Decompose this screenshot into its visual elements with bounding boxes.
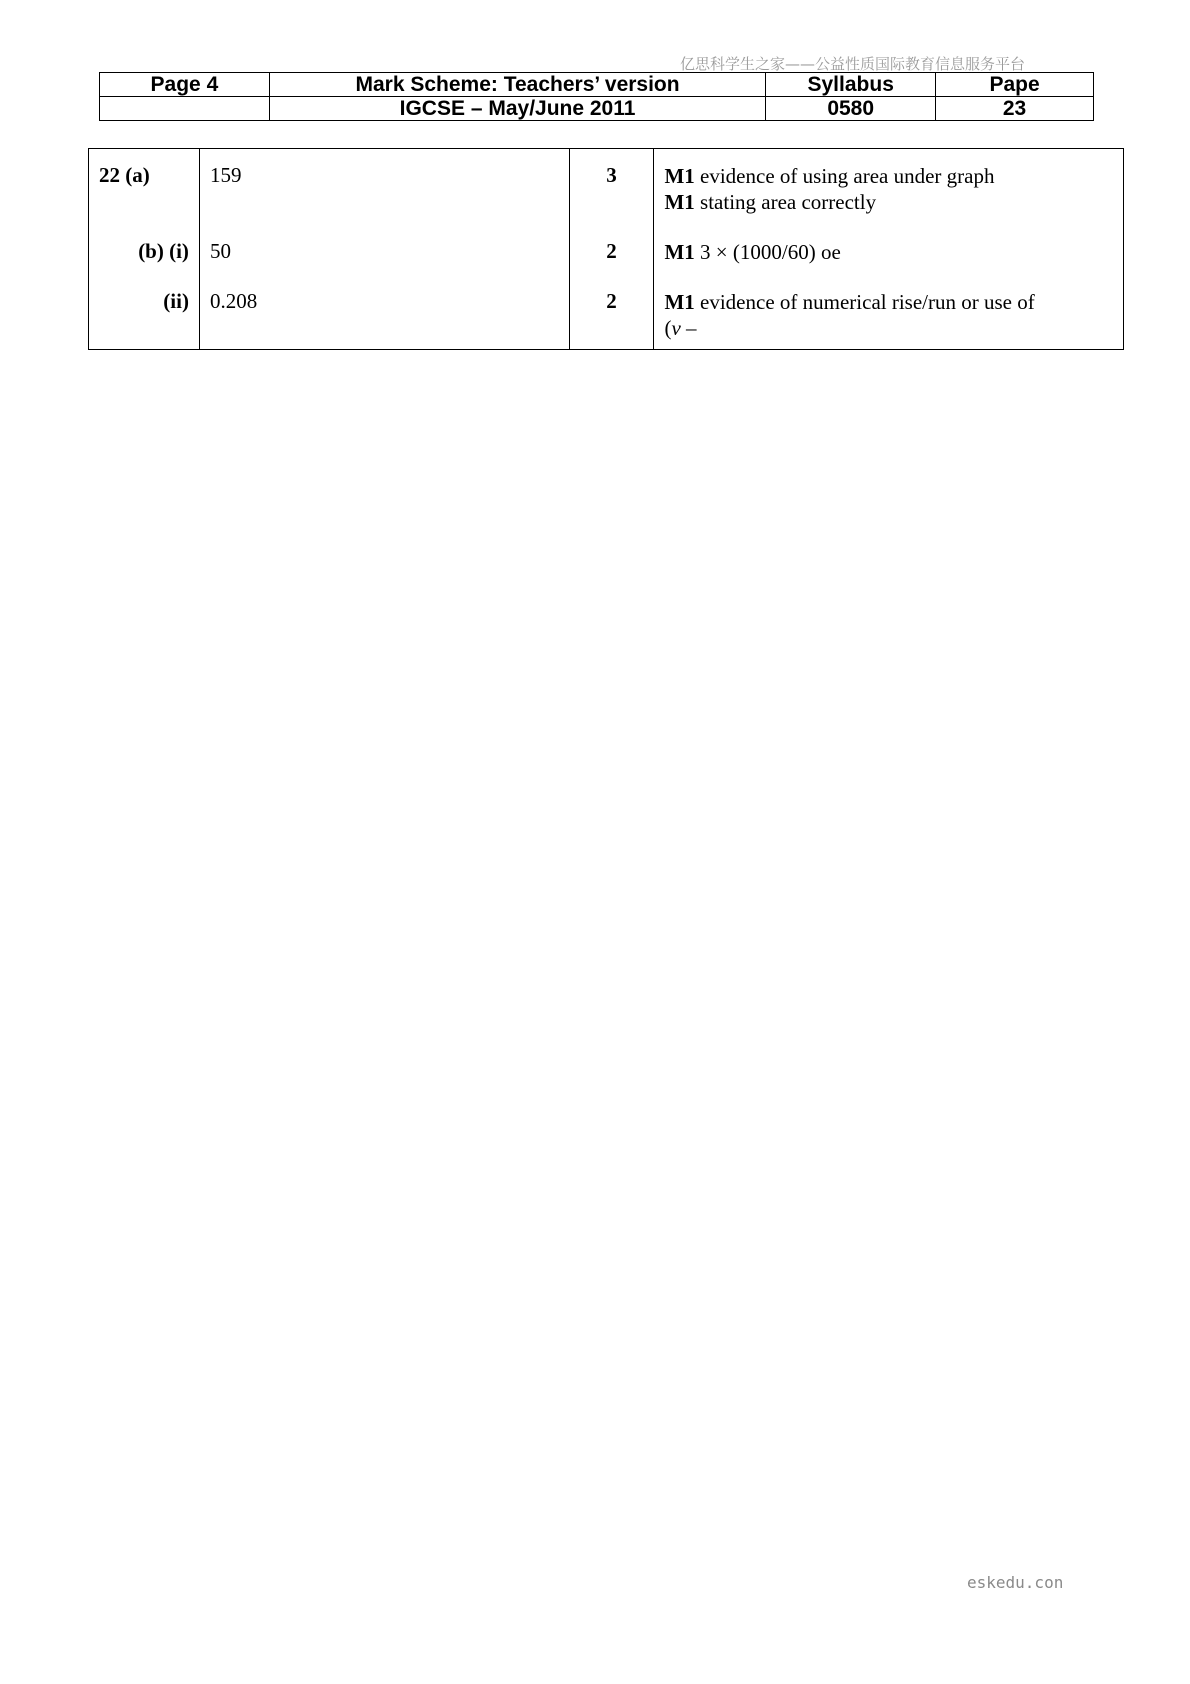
header-exam: IGCSE – May/June 2011 bbox=[269, 97, 765, 121]
table-row bbox=[89, 149, 1124, 216]
note-variable: v bbox=[671, 316, 681, 340]
mark-code: M1 bbox=[664, 240, 695, 264]
question-number: (b) (i) bbox=[89, 215, 200, 265]
header-empty-cell bbox=[100, 97, 270, 121]
header-title: Mark Scheme: Teachers’ version bbox=[269, 73, 765, 97]
mark-code: M1 bbox=[664, 164, 695, 188]
question-number: 22 (a) bbox=[89, 149, 200, 216]
header-paper-number: 23 bbox=[936, 97, 1094, 121]
note-paren: ( bbox=[664, 316, 672, 340]
note-text: 3 × (1000/60) oe bbox=[694, 240, 841, 264]
mark-scheme-table bbox=[88, 148, 1124, 350]
note-line bbox=[664, 315, 1113, 341]
mark-code: M1 bbox=[664, 290, 695, 314]
note-line bbox=[664, 239, 1113, 265]
header-row bbox=[100, 73, 1094, 97]
marks-cell: 2 bbox=[569, 215, 654, 265]
mark-code: M1 bbox=[664, 190, 695, 214]
note-line bbox=[664, 289, 1113, 315]
header-paper-label: Pape bbox=[936, 73, 1094, 97]
note-text: stating area correctly bbox=[694, 190, 877, 214]
watermark-bottom: eskedu.con bbox=[967, 1573, 1064, 1592]
note-dash: – bbox=[680, 316, 697, 340]
answer-cell: 50 bbox=[199, 215, 569, 265]
header-syllabus-code: 0580 bbox=[766, 97, 936, 121]
note-line bbox=[664, 163, 1113, 189]
header-page: Page 4 bbox=[100, 73, 270, 97]
answer-cell: 159 bbox=[199, 149, 569, 216]
header-row bbox=[100, 97, 1094, 121]
note-line bbox=[664, 189, 1113, 215]
note-text: evidence of numerical rise/run or use of bbox=[694, 290, 1035, 314]
header-syllabus-label: Syllabus bbox=[766, 73, 936, 97]
table-row bbox=[89, 215, 1124, 265]
notes-cell bbox=[654, 265, 1124, 350]
notes-cell bbox=[654, 149, 1124, 216]
note-text: evidence of using area under graph bbox=[694, 164, 995, 188]
marks-cell: 3 bbox=[569, 149, 654, 216]
answer-cell: 0.208 bbox=[199, 265, 569, 350]
notes-cell bbox=[654, 215, 1124, 265]
watermark-top: 亿思科学生之家——公益性质国际教育信息服务平台 bbox=[680, 55, 1026, 73]
marks-cell: 2 bbox=[569, 265, 654, 350]
table-row bbox=[89, 265, 1124, 350]
question-number: (ii) bbox=[89, 265, 200, 350]
page-header-table bbox=[99, 72, 1094, 121]
